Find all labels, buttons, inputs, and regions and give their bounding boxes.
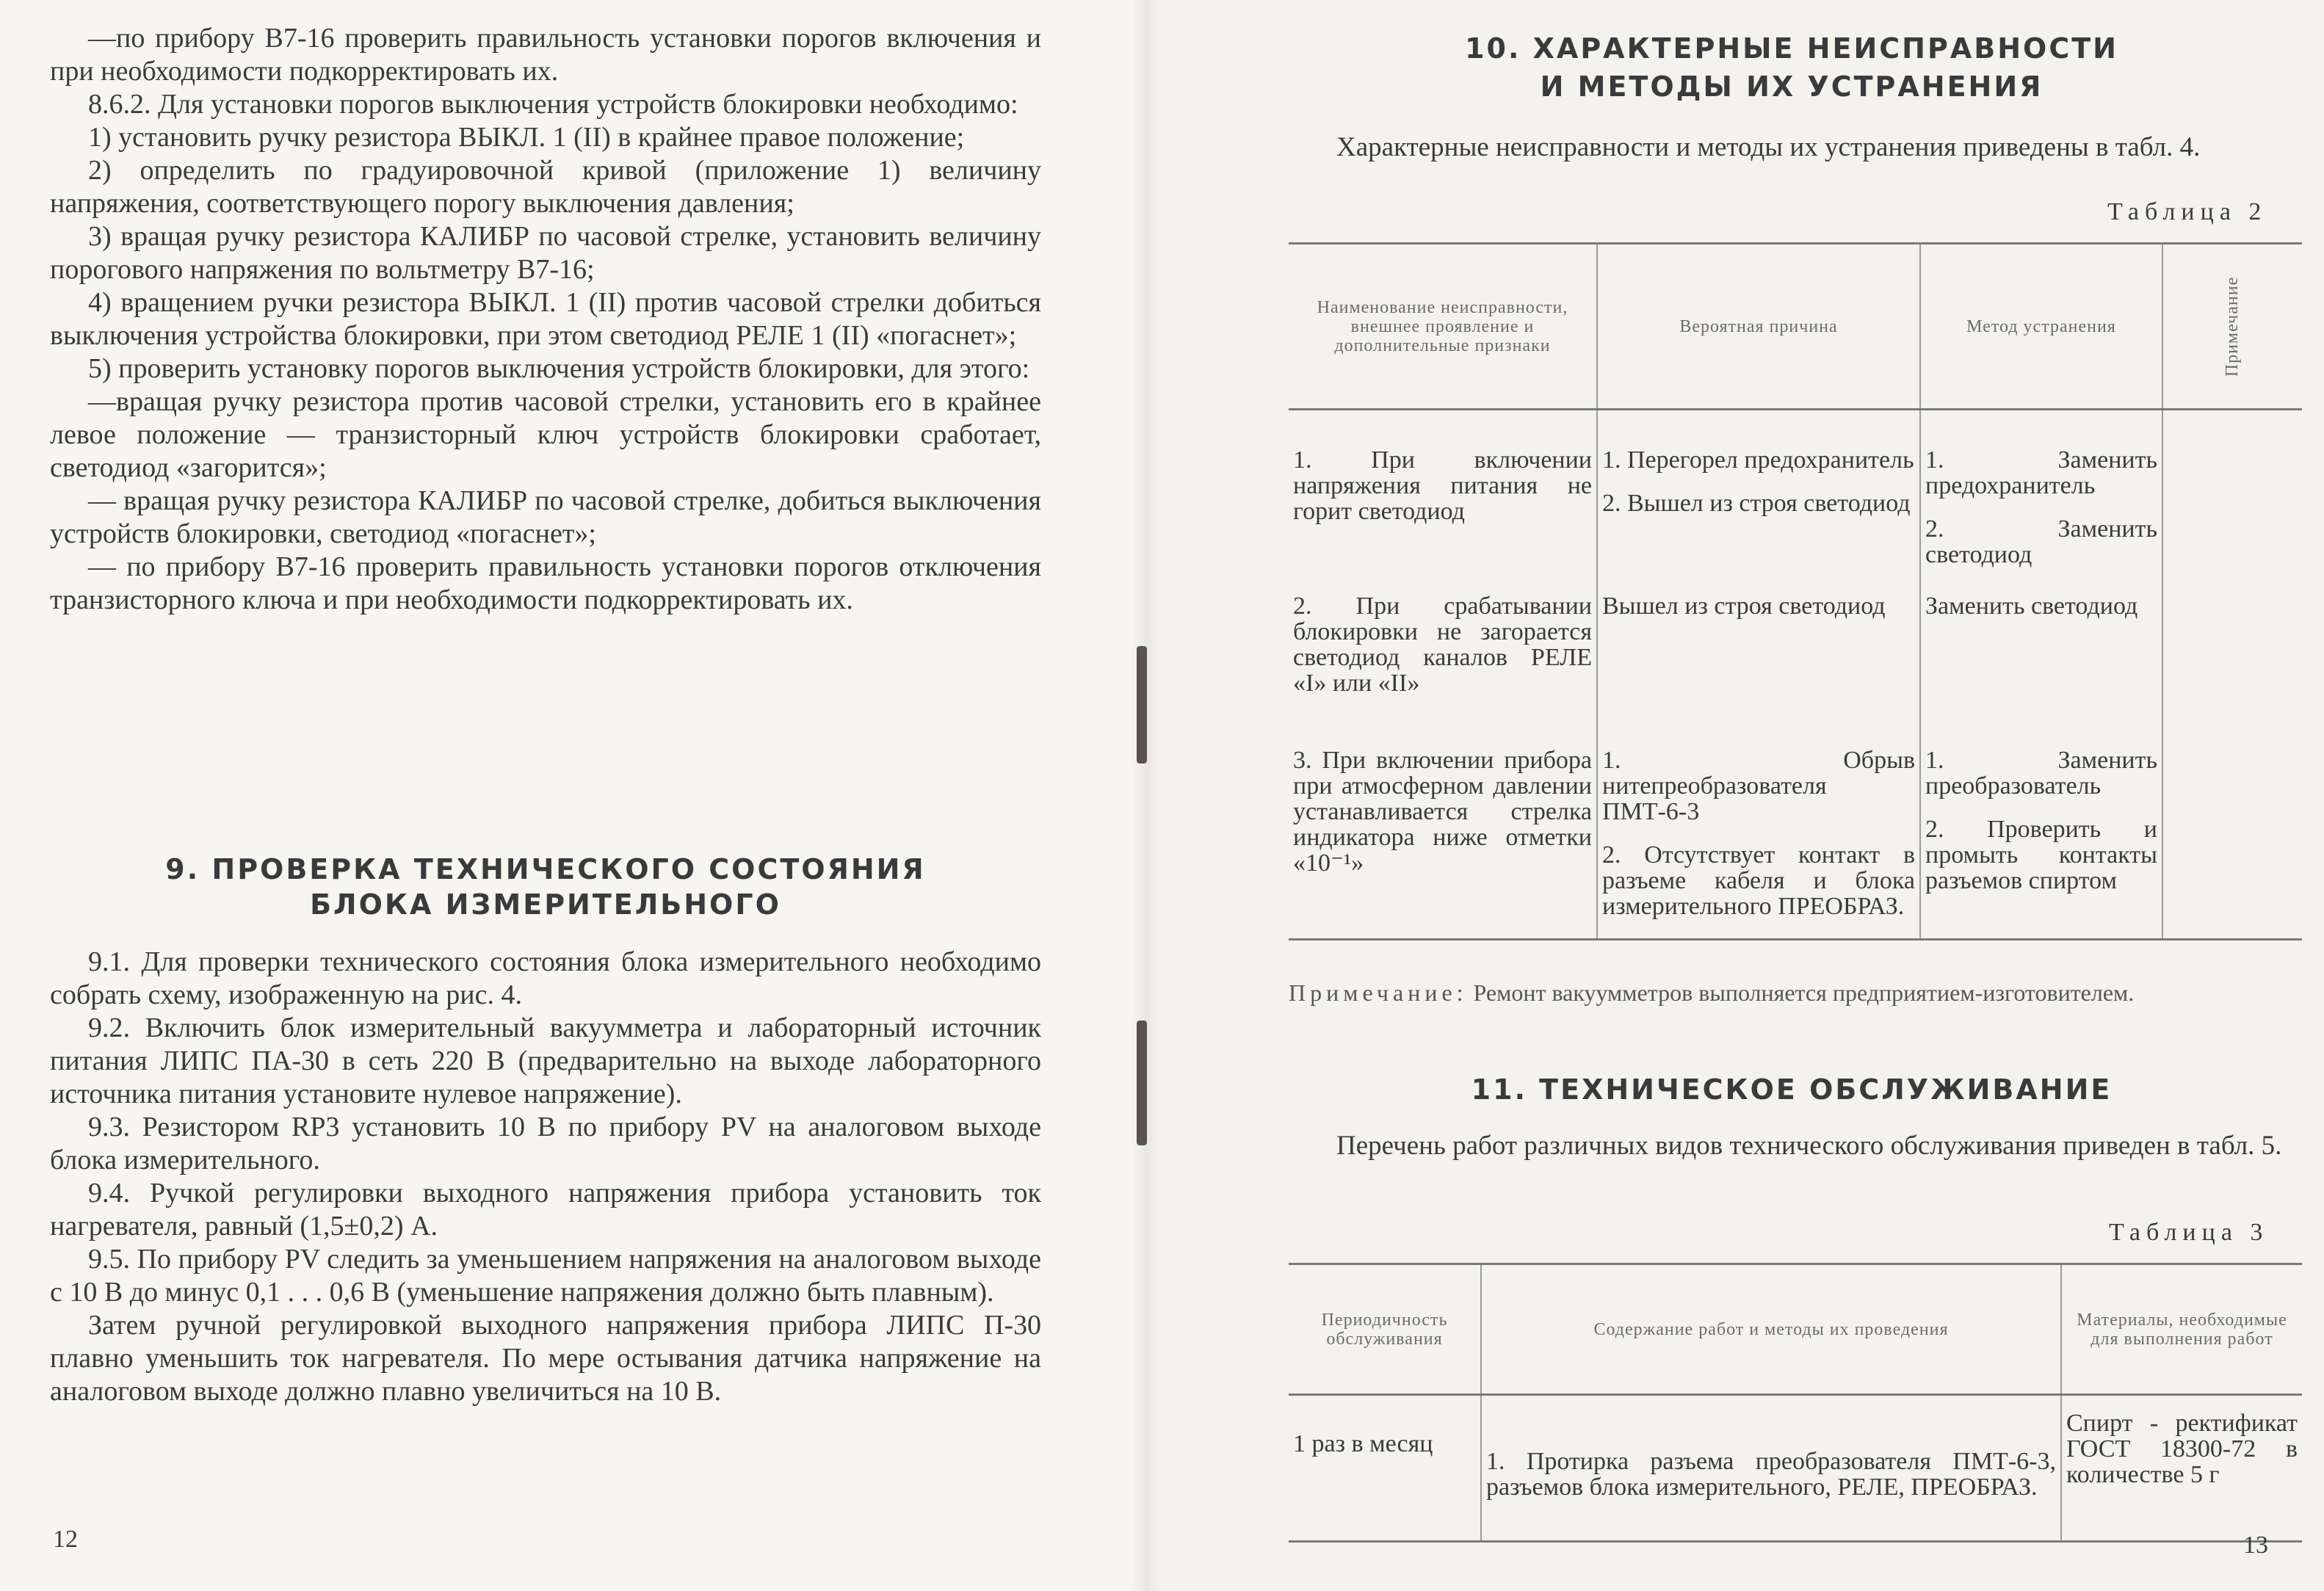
cell-text: Спирт - ректификат ГОСТ 18300-72 в количестве 5 г (2066, 1410, 2298, 1488)
cell-text: 1. При включении напряжения питания не горит светодиод (1293, 446, 1592, 525)
paragraph: — вращая ручку резистора КАЛИБР по часовой стрелке, добиться выключения устройств блокировки, светодиод «погаснет»; (50, 485, 1041, 549)
cell-text: 2. Отсутствует контакт в разъеме кабеля и блока измерительного ПРЕОБРАЗ. (1602, 841, 1915, 920)
table-row (1289, 410, 2302, 593)
table-cell-cause (1597, 410, 1920, 593)
table-2-caption: Таблица 2 (2107, 198, 2267, 225)
table-3-caption: Таблица 3 (2109, 1219, 2269, 1246)
table-cell-cause (1597, 593, 1920, 747)
paragraph: — по прибору В7-16 проверить правильность установки порогов отключения транзисторного ключа и при необходимости подкорректировать их. (50, 551, 1041, 615)
paragraph: 4) вращением ручки резистора ВЫКЛ. 1 (II) против часовой стрелки добиться выключения устройства блокировки, при этом светодиод РЕЛЕ 1 (II) «погаснет»; (50, 287, 1041, 351)
table-row (1289, 747, 2302, 940)
column-header: Содержание работ и методы их проведения (1481, 1264, 2061, 1395)
column-header: Материалы, необходимые для выполнения работ (2061, 1264, 2302, 1395)
left-page (0, 0, 1145, 1591)
column-header: Периодичность обслуживания (1321, 1310, 1448, 1349)
table-cell-note (2162, 410, 2302, 593)
table-cell-cause (1597, 747, 1920, 940)
table-2 (1289, 242, 2302, 941)
table-cell-work (1481, 1395, 2061, 1542)
paragraph: —по прибору В7-16 проверить правильность установки порогов включения и при необходимости подкорректировать их. (50, 23, 1041, 87)
cell-text: 1. Перегорел предохранитель (1602, 446, 1914, 474)
cell-text: Заменить светодиод (1925, 592, 2138, 620)
paragraph: 9.4. Ручкой регулировки выходного напряжения прибора установить ток нагревателя, равный (1,5±0,2) А. (50, 1178, 1041, 1242)
cell-text: 1 раз в месяц (1293, 1430, 1433, 1457)
heading-line: И МЕТОДЫ ИХ УСТРАНЕНИЯ (1540, 70, 2044, 103)
table-row (1289, 593, 2302, 747)
paragraph: 2) определить по градуировочной кривой (приложение 1) величину напряжения, соответствующего порогу выключения давления; (50, 155, 1041, 219)
column-header: Вероятная причина (1597, 244, 1920, 410)
page-number-left: 12 (53, 1526, 78, 1553)
table-cell-fix (1920, 747, 2162, 940)
table-cell-fault (1289, 747, 1597, 940)
section-11-intro: Перечень работ различных видов технического обслуживания приведен в табл. 5. (1336, 1131, 2282, 1161)
staple (1137, 646, 1147, 764)
cell-text: 2. Проверить и промыть контакты разъемов спиртом (1925, 815, 2157, 894)
column-header-note (2162, 244, 2302, 410)
column-header: Метод устранения (1920, 244, 2162, 410)
table-cell-fault (1289, 410, 1597, 593)
table-cell-materials (2061, 1395, 2302, 1542)
table-cell-fix (1920, 593, 2162, 747)
paragraph: 9.2. Включить блок измерительный вакуумметра и лабораторный источник питания ЛИПС ПА-30 в сеть 220 В (предварительно на выходе лабораторного источника питания установите нулевое напряжение). (50, 1012, 1041, 1109)
paragraph: 8.6.2. Для установки порогов выключения устройств блокировки необходимо: (88, 89, 1018, 120)
table-cell-fault (1289, 593, 1597, 747)
table-header-row (1289, 1264, 2302, 1395)
table-3 (1289, 1263, 2302, 1543)
section-10-intro: Характерные неисправности и методы их устранения приведены в табл. 4. (1336, 132, 2201, 162)
paragraph: 1) установить ручку резистора ВЫКЛ. 1 (II) в крайнее правое положение; (88, 122, 965, 153)
paragraph: —вращая ручку резистора против часовой стрелки, установить его в крайнее левое положение — транзисторный ключ устройств блокировки сработает, светодиод «загорится»; (50, 386, 1041, 483)
page-number-right: 13 (2243, 1532, 2268, 1559)
book-gutter (1131, 0, 1160, 1591)
column-header-label: Примечание (2223, 276, 2242, 377)
cell-text: 3. При включении прибора при атмосферном давлении устанавливается стрелка индикатора ниже отметки «10⁻¹» (1293, 746, 1592, 877)
cell-text: 2. Заменить светодиод (1925, 515, 2157, 568)
table-cell-note (2162, 747, 2302, 940)
cell-text: 1. Протирка разъема преобразователя ПМТ-6-3, разъемов блока измерительного, РЕЛЕ, ПРЕОБРАЗ. (1486, 1448, 2056, 1501)
cell-text: 1. Заменить предохранитель (1925, 446, 2157, 499)
left-page-text-bottom (50, 946, 1041, 1408)
paragraph: 5) проверить установку порогов выключения устройств блокировки, для этого: (88, 353, 1030, 384)
heading-line: 10. ХАРАКТЕРНЫЕ НЕИСПРАВНОСТИ (1465, 32, 2118, 65)
table-cell-note (2162, 593, 2302, 747)
paragraph: 9.1. Для проверки технического состояния блока измерительного необходимо собрать схему, изображенную на рис. 4. (50, 946, 1041, 1010)
section-10-heading (1278, 29, 2306, 106)
column-header: Наименование неисправности, внешнее проявление и дополнительные признаки (1317, 297, 1568, 355)
cell-text: 1. Заменить преобразователь (1925, 746, 2157, 800)
paragraph: 3) вращая ручку резистора КАЛИБР по часовой стрелке, установить величину порогового напряжения по вольтметру В7-16; (50, 221, 1041, 285)
note-label: Примечание: (1289, 979, 1468, 1006)
cell-text: 1. Обрыв нитепреобразователя ПМТ-6-3 (1602, 746, 1915, 825)
table-cell-period (1289, 1395, 1481, 1542)
table-cell-fix (1920, 410, 2162, 593)
paragraph: Затем ручной регулировкой выходного напряжения прибора ЛИПС П-30 плавно уменьшить ток нагревателя. По мере остывания датчика напряжение на аналоговом выходе должно плавно увеличиться на 10 В. (50, 1310, 1041, 1407)
paragraph: 9.5. По прибору PV следить за уменьшением напряжения на аналоговом выходе с 10 В до минус 0,1 . . . 0,6 В (уменьшение напряжения должно быть плавным). (50, 1244, 1041, 1308)
section-9-heading (50, 852, 1041, 922)
table-note (1289, 978, 2302, 1007)
heading-line: БЛОКА ИЗМЕРИТЕЛЬНОГО (310, 888, 781, 921)
heading-line: 9. ПРОВЕРКА ТЕХНИЧЕСКОГО СОСТОЯНИЯ (165, 853, 926, 885)
staple (1137, 1021, 1147, 1145)
paragraph: 9.3. Резистором RP3 установить 10 В по прибору PV на аналоговом выходе блока измерительного. (50, 1112, 1041, 1175)
section-11-heading: 11. ТЕХНИЧЕСКОЕ ОБСЛУЖИВАНИЕ (1471, 1073, 2113, 1106)
cell-text: 2. Вышел из строя светодиод (1602, 490, 1911, 517)
table-header-row (1289, 244, 2302, 410)
table-row (1289, 1395, 2302, 1542)
cell-text: 2. При срабатывании блокировки не загорается светодиод каналов РЕЛЕ «I» или «II» (1293, 592, 1592, 697)
cell-text: Вышел из строя светодиод (1602, 592, 1886, 620)
note-text: Ремонт вакуумметров выполняется предприятием-изготовителем. (1473, 979, 2135, 1006)
left-page-text-top (50, 22, 1041, 617)
